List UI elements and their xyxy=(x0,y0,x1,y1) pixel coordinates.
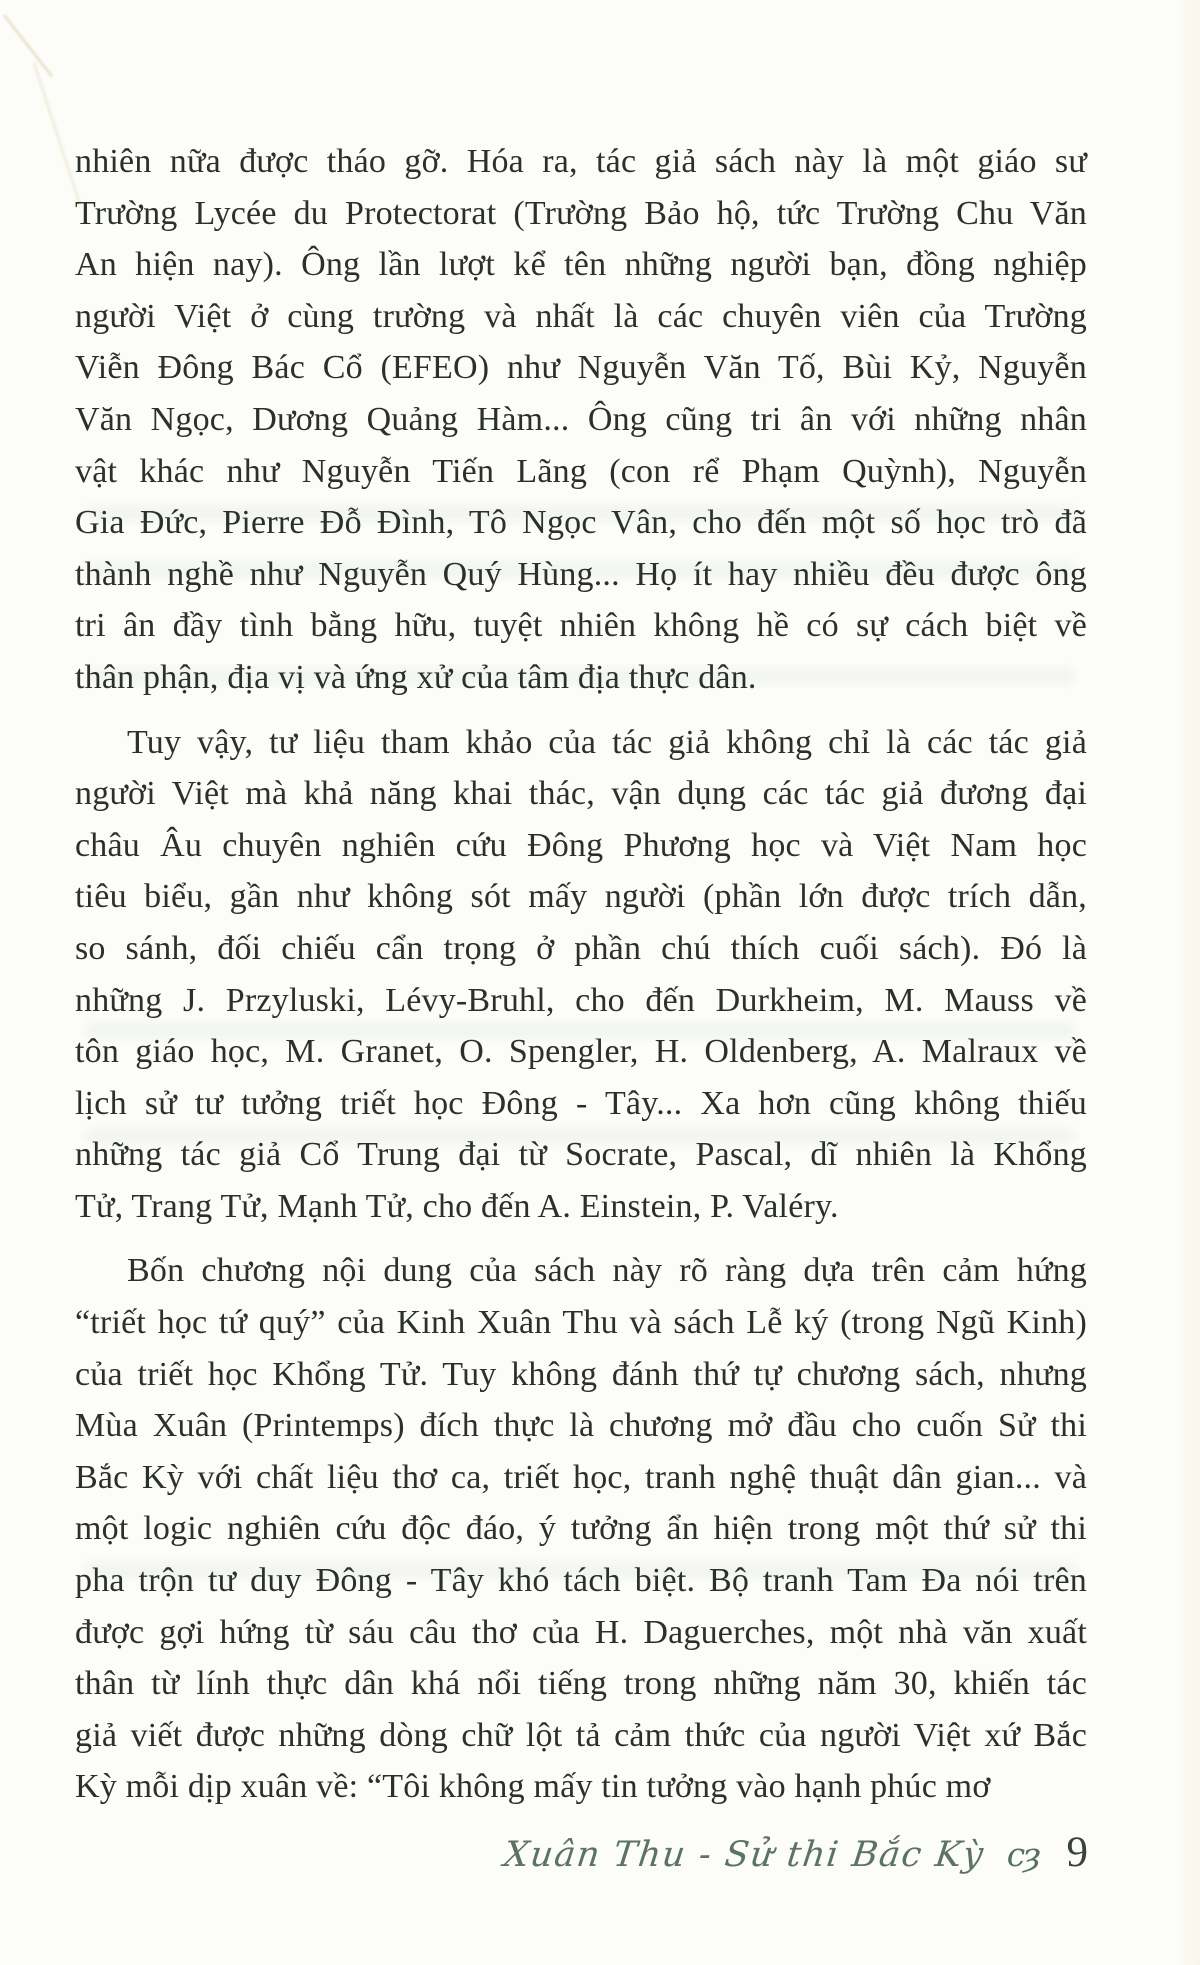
page-number: 9 xyxy=(1066,1829,1088,1876)
text-line: của triết học Khổng Tử. Tuy không đánh thứ tự chương sách, nhưng xyxy=(75,1355,1087,1393)
text-line: “triết học tứ quý” của Kinh Xuân Thu và sách Lễ ký (trong Ngũ Kinh) xyxy=(75,1304,1087,1342)
text-line: lịch sử tư tưởng triết học Đông - Tây... Xa hơn cũng không thiếu xyxy=(75,1084,1087,1122)
text-line: Văn Ngọc, Dương Quảng Hàm... Ông cũng tri ân với những nhân xyxy=(75,400,1087,438)
text-line: Bắc Kỳ với chất liệu thơ ca, triết học, tranh nghệ thuật dân gian... và xyxy=(75,1458,1087,1496)
text-line: nhiên nữa được tháo gỡ. Hóa ra, tác giả sách này là một giáo sư xyxy=(75,143,1087,180)
text-line: tri ân đầy tình bằng hữu, tuyệt nhiên không hề có sự cách biệt về xyxy=(75,607,1087,645)
text-line: Trường Lycée du Protectorat (Trường Bảo hộ, tức Trường Chu Văn xyxy=(75,194,1087,232)
paragraph xyxy=(75,136,1087,704)
text-line: An hiện nay). Ông lần lượt kể tên những người bạn, đồng nghiệp xyxy=(75,246,1087,284)
text-line: Kỳ mỗi dịp xuân về: “Tôi không mấy tin tưởng vào hạnh phúc mơ xyxy=(75,1768,991,1806)
text-line: những J. Przyluski, Lévy-Bruhl, cho đến Durkheim, M. Mauss về xyxy=(75,981,1087,1019)
body-text xyxy=(75,136,1087,1813)
page-crease-mark xyxy=(3,14,53,77)
text-line: so sánh, đối chiếu cẩn trọng ở phần chú thích cuối sách). Đó là xyxy=(75,929,1087,967)
text-line: Gia Đức, Pierre Đỗ Đình, Tô Ngọc Vân, cho đến một số học trò đã xyxy=(75,504,1087,542)
text-line: vật khác như Nguyễn Tiến Lãng (con rể Phạm Quỳnh), Nguyễn xyxy=(75,452,1087,490)
page-edge-tint xyxy=(1174,0,1200,1965)
text-line: được gợi hứng từ sáu câu thơ của H. Daguerches, một nhà văn xuất xyxy=(75,1613,1087,1651)
text-line: thành nghề như Nguyễn Quý Hùng... Họ ít hay nhiều đều được ông xyxy=(75,555,1087,593)
text-line: Tử, Trang Tử, Mạnh Tử, cho đến A. Einstein, P. Valéry. xyxy=(75,1187,839,1225)
text-line: tôn giáo học, M. Granet, O. Spengler, H. Oldenberg, A. Malraux về xyxy=(75,1033,1087,1071)
text-line: pha trộn tư duy Đông - Tây khó tách biệt. Bộ tranh Tam Đa nói trên xyxy=(75,1562,1087,1600)
text-line: người Việt mà khả năng khai thác, vận dụng các tác giả đương đại xyxy=(75,775,1087,813)
text-line: một logic nghiên cứu độc đáo, ý tưởng ẩn hiện trong một thứ sử thi xyxy=(75,1510,1087,1548)
text-line: Bốn chương nội dung của sách này rõ ràng dựa trên cảm hứng xyxy=(127,1252,1087,1290)
text-line: Tuy vậy, tư liệu tham khảo của tác giả không chỉ là các tác giả xyxy=(127,723,1087,761)
footer-book-title: Xuân Thu - Sử thi Bắc Kỳ xyxy=(502,1835,988,1875)
text-line: Mùa Xuân (Printemps) đích thực là chương mở đầu cho cuốn Sử thi xyxy=(75,1407,1087,1445)
text-line: người Việt ở cùng trường và nhất là các chuyên viên của Trường xyxy=(75,297,1087,335)
paragraph xyxy=(75,717,1087,1233)
text-line: châu Âu chuyên nghiên cứu Đông Phương học và Việt Nam học xyxy=(75,826,1087,864)
text-line: Viễn Đông Bác Cổ (EFEO) như Nguyễn Văn Tố, Bùi Kỷ, Nguyễn xyxy=(75,349,1087,387)
paragraph xyxy=(75,1245,1087,1813)
text-line: những tác giả Cổ Trung đại từ Socrate, Pascal, dĩ nhiên là Khổng xyxy=(75,1136,1087,1174)
text-line: thân phận, địa vị và ứng xử của tâm địa thực dân. xyxy=(75,658,757,696)
page-footer xyxy=(504,1828,1088,1877)
text-line: tiêu biểu, gần như không sót mấy người (phần lớn được trích dẫn, xyxy=(75,878,1087,916)
text-line: giả viết được những dòng chữ lột tả cảm thức của người Việt xứ Bắc xyxy=(75,1716,1087,1754)
fleuron-ornament-icon: cȝ xyxy=(1006,1835,1039,1874)
text-line: thân từ lính thực dân khá nổi tiếng trong những năm 30, khiến tác xyxy=(75,1665,1087,1703)
